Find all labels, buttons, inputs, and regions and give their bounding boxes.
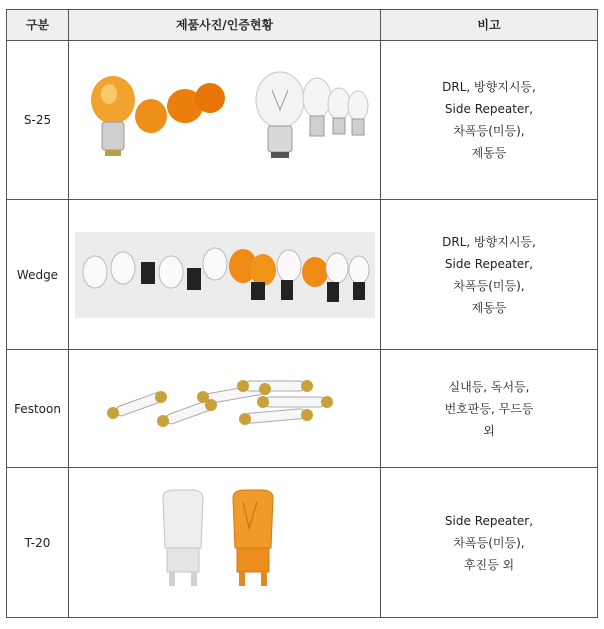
category-cell: T-20 bbox=[7, 468, 69, 618]
remark-line: Side Repeater, bbox=[444, 102, 534, 116]
header-category: 구분 bbox=[7, 10, 69, 41]
t20-bulbs-photo bbox=[145, 488, 305, 598]
remarks-cell bbox=[381, 41, 598, 200]
photo-cell bbox=[69, 350, 381, 468]
remark-line: 차폭등(미등), bbox=[453, 124, 525, 138]
remarks-cell bbox=[381, 350, 598, 468]
table-row bbox=[7, 41, 598, 200]
photo-cell bbox=[69, 41, 381, 200]
photo-cell bbox=[69, 200, 381, 350]
remarks-cell bbox=[381, 468, 598, 618]
remark-line: DRL, 방향지시등, bbox=[442, 80, 536, 94]
remarks-cell bbox=[381, 200, 598, 350]
remark-line: Side Repeater, bbox=[444, 513, 534, 528]
header-photo: 제품사진/인증현황 bbox=[69, 10, 381, 41]
remark-line: 외 bbox=[483, 423, 495, 438]
header-remarks: 비고 bbox=[381, 10, 598, 41]
remark-line: 제동등 bbox=[471, 300, 507, 315]
category-cell: S-25 bbox=[7, 41, 69, 200]
remark-line: 차폭등(미등), bbox=[453, 535, 525, 550]
table-row bbox=[7, 350, 598, 468]
table-row bbox=[7, 200, 598, 350]
category-cell: Festoon bbox=[7, 350, 69, 468]
photo-cell bbox=[69, 468, 381, 618]
remark-line: 차폭등(미등), bbox=[453, 278, 525, 293]
remark-line: Side Repeater, bbox=[444, 256, 534, 271]
product-table bbox=[6, 9, 598, 618]
s25-bulbs-photo bbox=[75, 60, 375, 180]
remark-line: 후진등 외 bbox=[463, 557, 515, 572]
table-row bbox=[7, 468, 598, 618]
remark-line: 번호판등, 무드등 bbox=[444, 401, 534, 416]
category-cell: Wedge bbox=[7, 200, 69, 350]
remark-line: 제동등 bbox=[471, 146, 507, 160]
remark-line: DRL, 방향지시등, bbox=[442, 234, 536, 249]
festoon-bulbs-photo bbox=[95, 369, 355, 449]
wedge-bulbs-photo bbox=[75, 232, 375, 318]
table-header-row bbox=[7, 10, 598, 41]
remark-line: 실내등, 독서등, bbox=[448, 379, 530, 394]
